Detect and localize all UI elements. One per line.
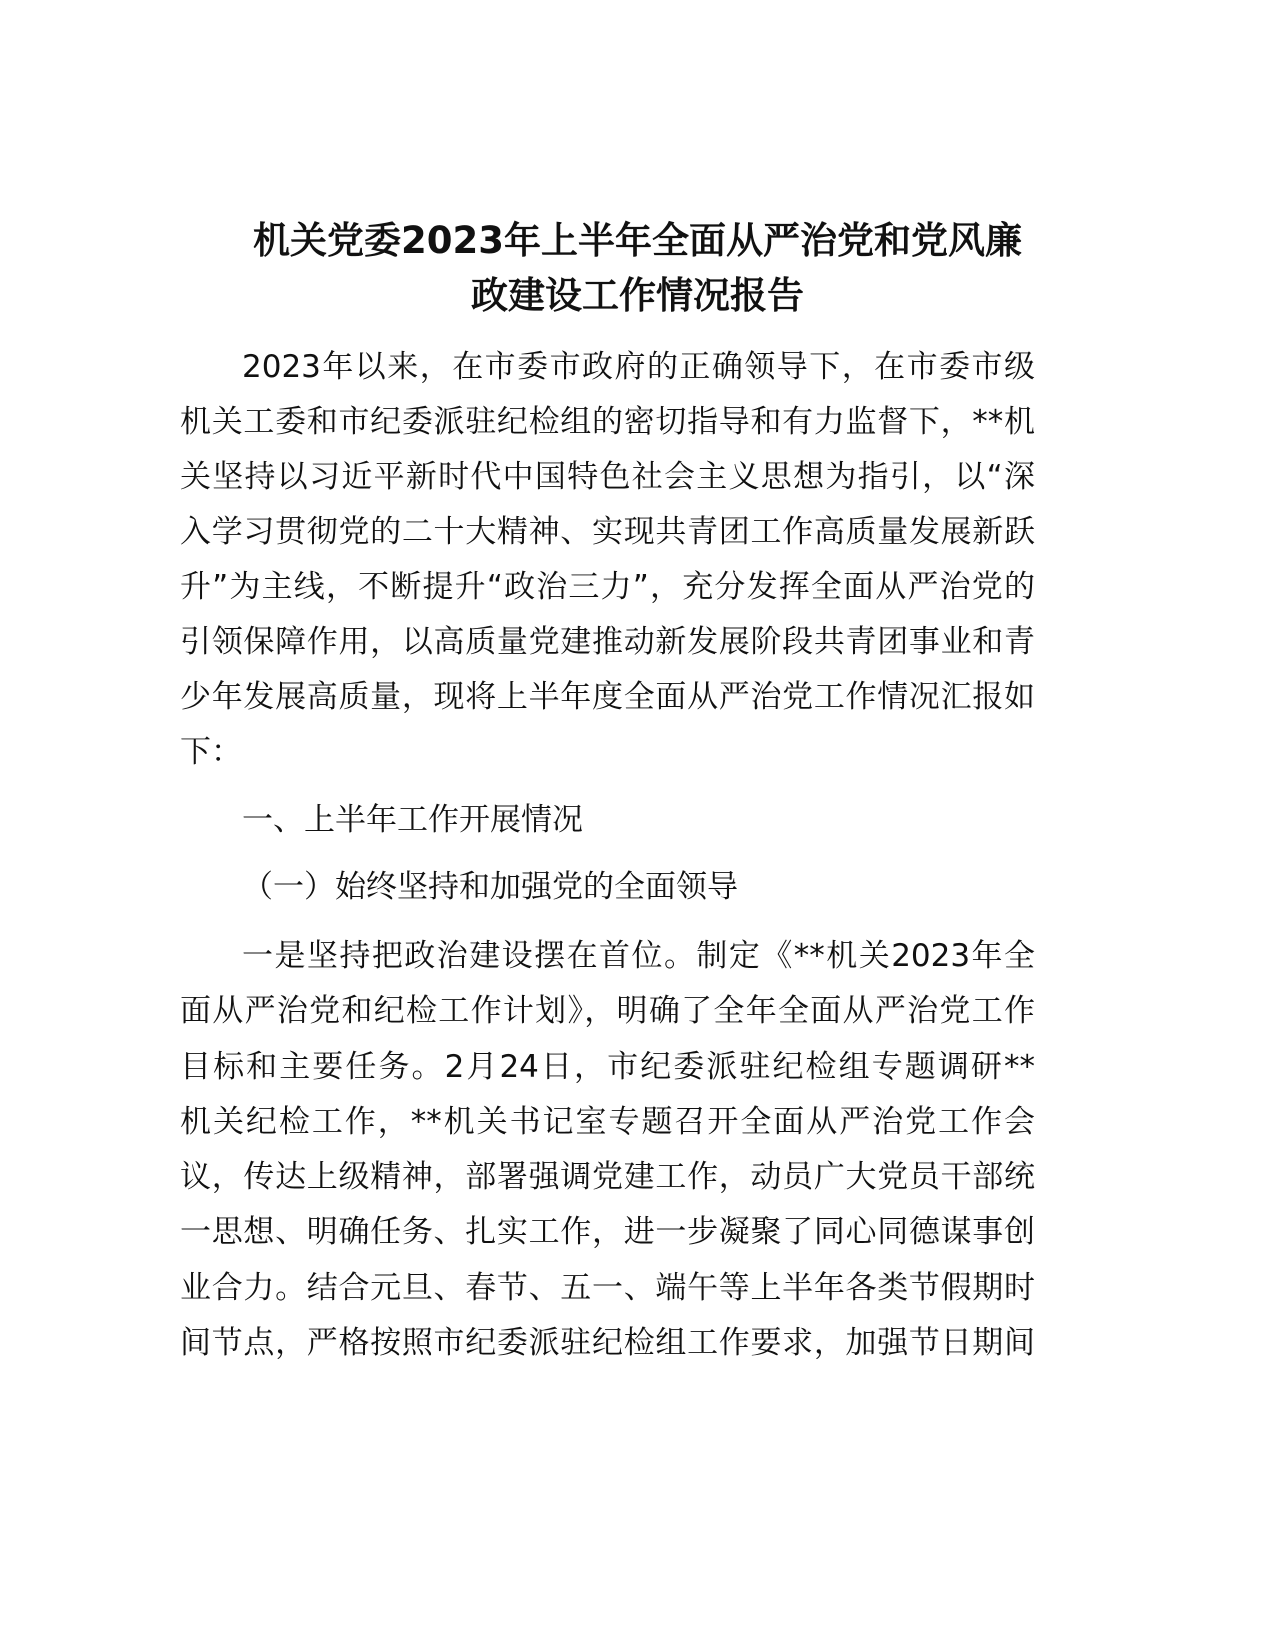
text-line: 一是坚持把政治建设摆在首位。制定《**机关2023年全 (242, 938, 1035, 974)
section-heading: 一、上半年工作开展情况 (242, 802, 583, 838)
text-line: 间节点，严格按照市纪委派驻纪检组工作要求，加强节日期间 (180, 1325, 1035, 1361)
subsection-heading: （一）始终坚持和加强党的全面领导 (242, 869, 738, 905)
text-line: 关坚持以习近平新时代中国特色社会主义思想为指引，以“深 (180, 459, 1035, 495)
text-line: 机关纪检工作，**机关书记室专题召开全面从严治党工作会 (180, 1104, 1035, 1140)
title-line-2: 政建设工作情况报告 (471, 274, 804, 317)
text-line: 引领保障作用，以高质量党建推动新发展阶段共青团事业和青 (180, 624, 1035, 660)
text-line: 业合力。结合元旦、春节、五一、端午等上半年各类节假期时 (180, 1270, 1035, 1306)
text-line: 下： (180, 734, 242, 770)
text-line: 入学习贯彻党的二十大精神、实现共青团工作高质量发展新跃 (180, 514, 1035, 550)
text-line: 2023年以来，在市委市政府的正确领导下，在市委市级 (242, 349, 1035, 385)
text-line: 一思想、明确任务、扎实工作，进一步凝聚了同心同德谋事创 (180, 1214, 1035, 1250)
text-line: 面从严治党和纪检工作计划》，明确了全年全面从严治党工作 (180, 993, 1035, 1029)
text-line: 议，传达上级精神，部署强调党建工作，动员广大党员干部统 (180, 1159, 1035, 1195)
text-line: 少年发展高质量，现将上半年度全面从严治党工作情况汇报如 (180, 679, 1035, 715)
text-line: 升”为主线，不断提升“政治三力”，充分发挥全面从严治党的 (180, 569, 1035, 605)
text-line: 机关工委和市纪委派驻纪检组的密切指导和有力监督下，**机 (180, 404, 1035, 440)
text-line: 目标和主要任务。2月24日，市纪委派驻纪检组专题调研** (180, 1049, 1035, 1085)
title-line-1: 机关党委2023年上半年全面从严治党和党风廉 (253, 219, 1022, 262)
